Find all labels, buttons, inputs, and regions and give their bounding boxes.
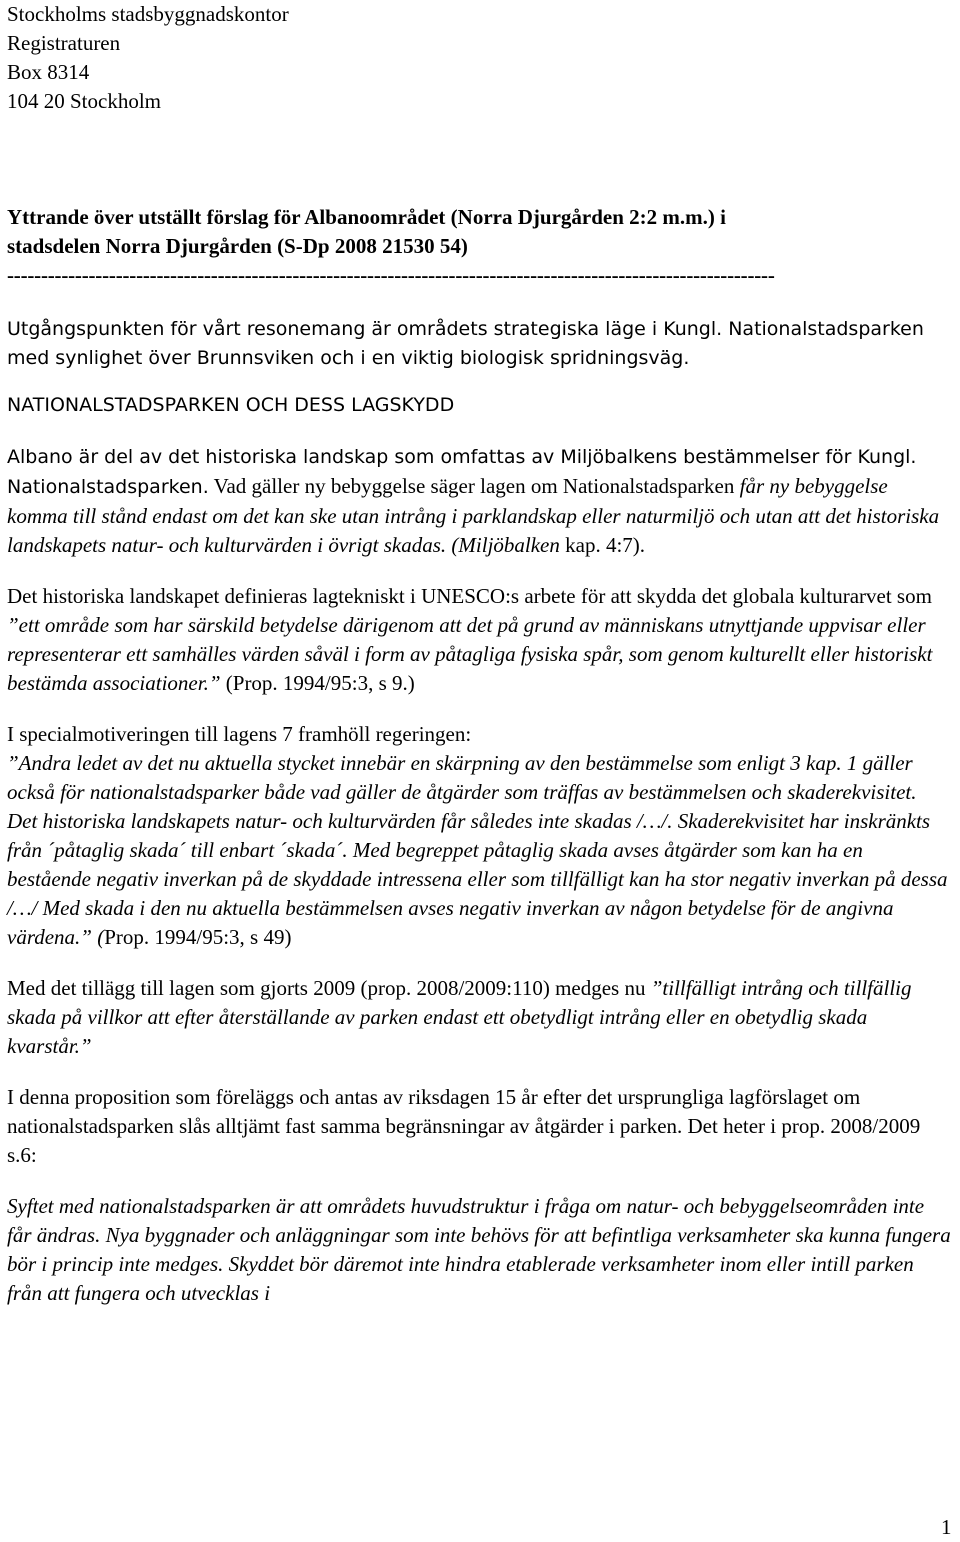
paragraph-unesco <box>7 582 952 698</box>
recipient-address <box>7 0 952 116</box>
paragraph-syftet <box>7 1192 952 1308</box>
citation: kap. 4:7). <box>559 533 646 557</box>
citation: Prop. 1994/95:3, s 49) <box>104 925 292 949</box>
paragraph-lead: Albano är del av det historiska landskap som omfattas av Miljöbalkens bestämmelser för Kungl. Nationalstadsparken. <box>7 446 917 498</box>
citation: (Prop. 1994/95:3, s 9.) <box>220 671 415 695</box>
address-line: Stockholms stadsbyggnadskontor <box>7 2 289 26</box>
quote-text: ”tillfälligt intrång och tillfällig skada på villkor att efter återställande av parken endast ett obetydligt intrång eller en obetydlig skada kvarstår.” <box>7 976 912 1058</box>
paragraph-text: I specialmotiveringen till lagens 7 framhöll regeringen: <box>7 722 472 746</box>
paragraph-lagskydd <box>7 442 952 560</box>
document-title <box>7 203 952 290</box>
document-page <box>7 0 952 1308</box>
paragraph-tillagg-2009 <box>7 974 952 1061</box>
address-line: Registraturen <box>7 31 121 55</box>
address-line: Box 8314 <box>7 60 90 84</box>
intro-paragraph: Utgångspunkten för vårt resonemang är områdets strategiska läge i Kungl. Nationalstadsparken med synlighet över Brunnsviken och i en viktig biologisk spridningsväg. <box>7 318 924 369</box>
page-number: 1 <box>941 1515 952 1539</box>
title-line: Yttrande över utställt förslag för Albanoområdet (Norra Djurgården 2:2 m.m.) i <box>7 205 726 229</box>
paragraph-text: Vad gäller ny bebyggelse säger lagen om Nationalstadsparken <box>208 474 740 498</box>
quote-text: ”Andra ledet av det nu aktuella stycket innebär en skärpning av den bestämmelse som enligt 3 kap. 1 gäller också för nationalstadsparker både vad gäller de åtgärder som träffas av bestämmelsen och skaderekvisitet. Det historiska landskapets natur- och kulturvärden får således inte skadas /…/. Skaderekvisitet har inskränkts från ´påtaglig skada´ till enbart ´skada´. Med begreppet påtaglig skada avses åtgärder som kan ha en bestående negativ inverkan på de skyddade intressena eller som tillfälligt kan ha stor negativ inverkan på dessa /…/ Med skada i den nu aktuella bestämmelsen avses negativ inverkan av någon betydelse för de angivna värdena.” ( <box>7 751 948 949</box>
title-line: stadsdelen Norra Djurgården (S-Dp 2008 21530 54) <box>7 234 468 258</box>
paragraph-text: Med det tillägg till lagen som gjorts 2009 (prop. 2008/2009:110) medges nu <box>7 976 651 1000</box>
paragraph-text: Det historiska landskapet definieras lagtekniskt i UNESCO:s arbete för att skydda det globala kulturarvet som <box>7 584 932 608</box>
paragraph-specialmotivering <box>7 720 952 952</box>
quote-text: ”ett område som har särskild betydelse därigenom att det på grund av människans utnyttjande uppvisar eller representerar ett samhälles värden såväl i form av påtagliga fysiska spår, som genom kulturellt eller historiskt bestämda associationer.” <box>7 613 933 695</box>
quote-text: Syftet med nationalstadsparken är att områdets huvudstruktur i fråga om natur- och bebyggelseområden inte får ändras. Nya byggnader och anläggningar som inte behövs för att befintliga verksamheter ska kunna fungera bör i princip inte medges. Skyddet bör däremot inte hindra etablerade verksamheter inom eller intill parken från att fungera och utvecklas i <box>7 1194 951 1305</box>
dashed-rule: ----------------------------------------------------------------------------------------------------------------- <box>7 263 775 287</box>
quote-text: får ny bebyggelse komma till stånd endast om det kan ske utan intrång i parklandskap eller naturmiljö och utan att det historiska landskapets natur- och kulturvärden i övrigt skadas. (Miljöbalken <box>7 474 940 557</box>
address-line: 104 20 Stockholm <box>7 89 162 113</box>
paragraph-proposition: I denna proposition som föreläggs och antas av riksdagen 15 år efter det ursprungliga lagförslaget om nationalstadsparken slås alltjämt fast samma begränsningar av åtgärder i parken. Det heter i prop. 2008/2009 s.6: <box>7 1085 921 1167</box>
section-heading: NATIONALSTADSPARKEN OCH DESS LAGSKYDD <box>7 394 455 416</box>
